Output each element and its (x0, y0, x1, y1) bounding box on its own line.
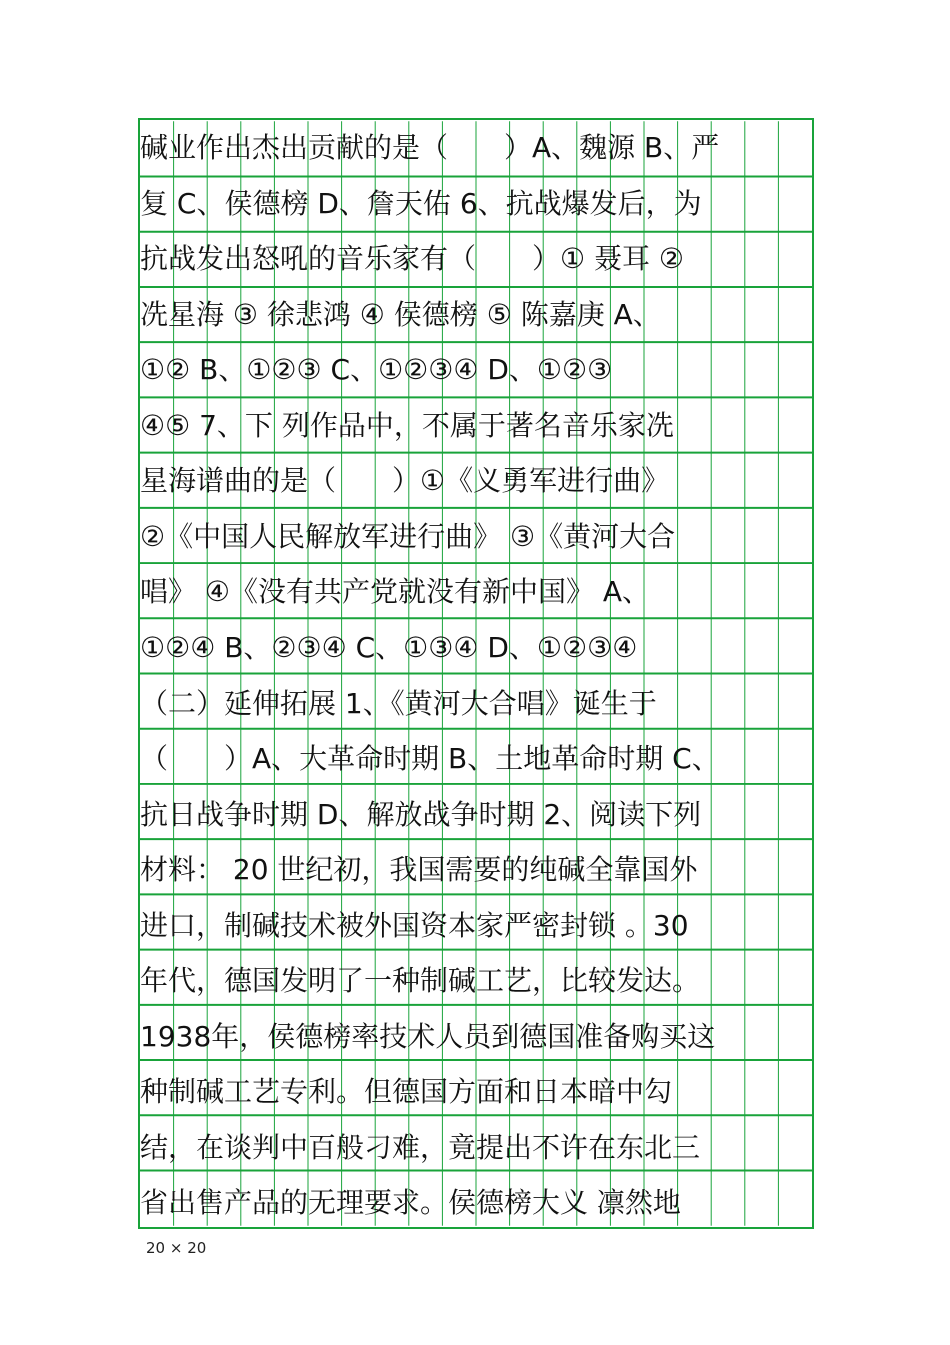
text-line: 结，在谈判中百般刁难，竟提出不许在东北三 (140, 1130, 701, 1164)
text-line: 冼星海 ③ 徐悲鸿 ④ 侯德榜 ⑤ 陈嘉庚 A、 (140, 297, 661, 331)
manuscript-grid (138, 118, 814, 1229)
text-line: ①②④ B、②③④ C、①③④ D、①②③④ (140, 630, 638, 664)
text-line: 抗战发出怒吼的音乐家有（ ）① 聂耳 ② (140, 242, 685, 276)
text-line: 1938年，侯德榜率技术人员到德国准备购买这 (140, 1019, 716, 1053)
text-line: 复 C、侯德榜 D、詹天佑 6、抗战爆发后，为 (140, 186, 702, 220)
text-line: 种制碱工艺专利。但德国方面和日本暗中勾 (140, 1075, 673, 1109)
text-line: 进口，制碱技术被外国资本家严密封锁 。30 (140, 908, 689, 942)
text-line: 抗日战争时期 D、解放战争时期 2、阅读下列 (140, 797, 702, 831)
text-line: 唱》 ④《没有共产党就没有新中国》 A、 (140, 575, 651, 609)
text-line: 年代，德国发明了一种制碱工艺，比较发达。 (140, 964, 701, 998)
text-line: ①② B、①②③ C、①②③④ D、①②③ (140, 353, 613, 387)
text-line: （ ）A、大革命时期 B、土地革命时期 C、 (140, 742, 720, 776)
text-body (140, 120, 812, 1227)
text-line: ④⑤ 7、下 列作品中，不属于著名音乐家冼 (140, 408, 674, 442)
grid-size-label: 20 × 20 (146, 1239, 207, 1257)
text-line: 材料： 20 世纪初，我国需要的纯碱全靠国外 (140, 853, 698, 887)
text-line: ②《中国人民解放军进行曲》 ③《黄河大合 (140, 519, 676, 553)
text-line: 省出售产品的无理要求。侯德榜大义 凛然地 (140, 1186, 681, 1220)
text-line: 星海谱曲的是（ ）①《义勇军进行曲》 (140, 464, 670, 498)
text-line: （二）延伸拓展 1、《黄河大合唱》诞生于 (140, 686, 657, 720)
text-line: 碱业作出杰出贡献的是（ ）A、魏源 B、严 (140, 131, 720, 164)
